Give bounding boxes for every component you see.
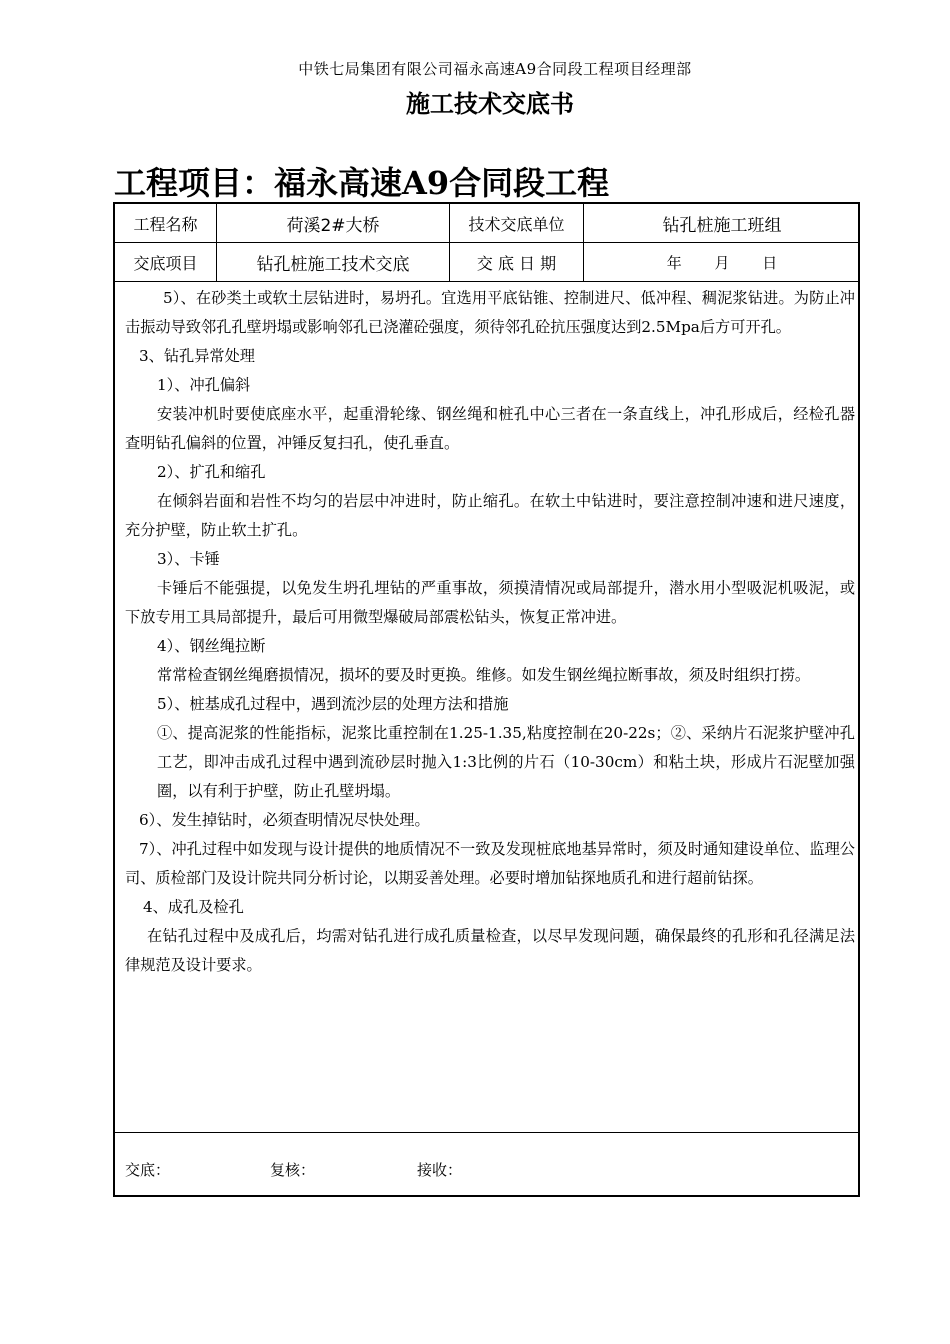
paragraph: 卡锤后不能强提，以免发生坍孔埋钻的严重事故，须摸清情况或局部提升，潜水用小型吸泥机吸泥，或下放专用工具局部提升，最后可用微型爆破局部震松钻头，恢复正常冲进。 <box>125 579 855 626</box>
paragraph: 6）、发生掉钻时，必须查明情况尽快处理。 <box>139 811 430 829</box>
info-row-2 <box>115 243 858 282</box>
paragraph: ①、提高泥浆的性能指标，泥浆比重控制在1.25-1.35,粘度控制在20-22s；②、采纳片石泥浆护壁冲孔工艺，即冲击成孔过程中遇到流砂层时抛入1:3比例的片石（10-30cm）和粘土块，形成片石泥壁加强圈，以有利于护壁，防止孔壁坍塌。 <box>157 724 855 800</box>
receive-signature-label: 接收： <box>417 1161 463 1179</box>
disclose-signature-label: 交底： <box>125 1161 171 1179</box>
paragraph: 在倾斜岩面和岩性不均匀的岩层中冲进时，防止缩孔。在软土中钻进时，要注意控制冲速和进尺速度，充分护壁，防止软土扩孔。 <box>125 492 855 539</box>
disclosure-date-label: 交 底 日 期 <box>450 243 584 281</box>
disclosure-form <box>113 202 860 1197</box>
subsection-heading: 5）、桩基成孔过程中，遇到流沙层的处理方法和措施 <box>157 695 509 713</box>
project-name-value: 荷溪2#大桥 <box>217 204 450 242</box>
info-row-1 <box>115 204 858 243</box>
subsection-heading: 2）、扩孔和缩孔 <box>157 463 266 481</box>
review-signature-label: 复核： <box>270 1161 316 1179</box>
disclosure-unit-value: 钻孔桩施工班组 <box>662 215 782 236</box>
disclosure-content <box>125 284 855 980</box>
disclosure-date-value: 年 月 日 <box>666 253 778 272</box>
section-heading: 4、成孔及检孔 <box>143 898 244 916</box>
disclosure-unit-label: 技术交底单位 <box>450 204 584 242</box>
signature-row <box>115 1132 858 1195</box>
paragraph: 7）、冲孔过程中如发现与设计提供的地质情况不一致及发现桩底地基异常时，须及时通知建设单位、监理公司、质检部门及设计院共同分析讨论，以期妥善处理。必要时增加钻探地质孔和进行超前钻探。 <box>125 840 855 887</box>
disclosure-item-value: 钻孔桩施工技术交底 <box>217 243 450 281</box>
paragraph: 常常检查钢丝绳磨损情况，损坏的要及时更换。维修。如发生钢丝绳拉断事故，须及时组织打捞。 <box>157 666 811 684</box>
document-title: 施工技术交底书 <box>406 90 574 118</box>
project-heading: 工程项目：福永高速A9合同段工程 <box>114 164 610 202</box>
company-name: 中铁七局集团有限公司福永高速A9合同段工程项目经理部 <box>298 60 692 78</box>
subsection-heading: 1）、冲孔偏斜 <box>157 376 251 394</box>
subsection-heading: 4）、钢丝绳拉断 <box>157 637 266 655</box>
paragraph: 安装冲机时要使底座水平，起重滑轮缘、钢丝绳和桩孔中心三者在一条直线上，冲孔形成后，经检孔器查明钻孔偏斜的位置，冲锤反复扫孔，使孔垂直。 <box>125 405 855 452</box>
section-heading: 3、钻孔异常处理 <box>139 347 255 365</box>
disclosure-item-label: 交底项目 <box>115 243 217 281</box>
paragraph: 5）、在砂类土或软土层钻进时，易坍孔。宜选用平底钻锥、控制进尺、低冲程、稠泥浆钻进。为防止冲击振动导致邻孔孔壁坍塌或影响邻孔已浇灌砼强度，须待邻孔砼抗压强度达到2.5Mpa后方可开孔。 <box>125 289 855 336</box>
subsection-heading: 3）、卡锤 <box>157 550 220 568</box>
paragraph: 在钻孔过程中及成孔后，均需对钻孔进行成孔质量检查，以尽早发现问题，确保最终的孔形和孔径满足法律规范及设计要求。 <box>125 927 855 974</box>
project-name-label: 工程名称 <box>115 204 217 242</box>
